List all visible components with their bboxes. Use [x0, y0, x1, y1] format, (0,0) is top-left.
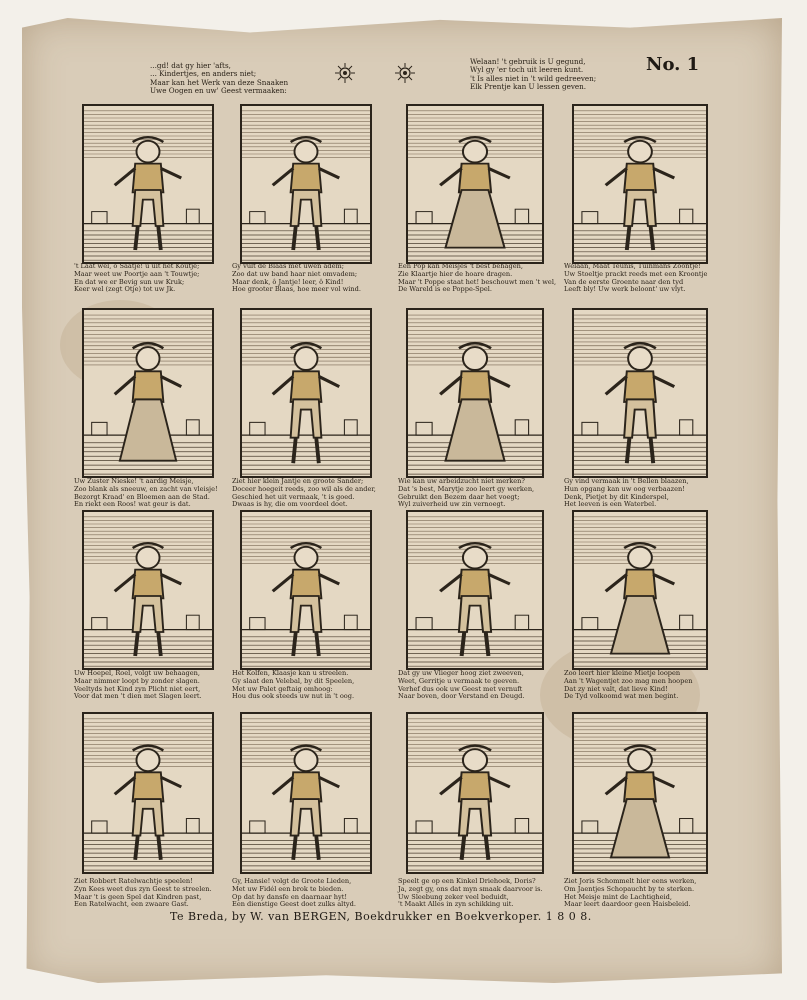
sheet-number: No. 1	[646, 54, 700, 75]
woodcut-panel	[572, 510, 708, 670]
boy-triangle-icon	[408, 714, 542, 872]
sun-ornament-icon	[394, 62, 416, 84]
woodcut-panel	[406, 104, 544, 264]
boy-fishing-icon	[242, 310, 370, 476]
panel-caption: Dat gy uw Vlieger hoog ziet zweeven, Weet, Gerritje u vermaak te geeven. Verhef dus ook uw Geest met vernuft Naar boven, door Verstand en Deugd.	[398, 669, 525, 701]
panel-caption: Uw Hoepel, Roel, volgt uw behaagen, Maar nimmer loopt by zonder slagen. Veeltyds het Kind zyn Plicht niet eert, Voor dat men 't dien met Slagen leert.	[74, 669, 202, 701]
woodcut-panel	[82, 308, 214, 478]
boy-whip-top-icon	[84, 106, 212, 262]
boy-dancing-dog-icon	[242, 714, 370, 872]
panel-caption: Welaan, Maat Teunis, Tuinmans Zoontje! Uw Stoeltje prackt reeds met een Kroontje Van de eerste Groente naar den tyd Leeft bly! Uw werk beloont' uw vlyt.	[564, 262, 708, 294]
girl-walker-icon	[574, 512, 706, 668]
boy-kolf-icon	[242, 512, 370, 668]
woodcut-panel	[572, 712, 708, 874]
woodcut-panel	[406, 308, 544, 478]
panel-caption: Ziet Joris Schommelt hier eens werken, Om Jaentjes Schopaucht by te sterken. Het Meisje mint de Lachtigheid, Maar leert daardoor geen Haisbeleid.	[564, 877, 697, 909]
panel-caption: Gy vult de Blaas met uwen adem; Zoo dat uw band haar niet omvadem; Maar denk, ô Jantje! leer, ô Kind! Hoe grooter Blaas, hoe meer vol wind.	[232, 262, 361, 294]
panel-caption: Gy, Hansie! volgt de Groote Lieden, Met uw Fidél een brok te bieden. Op dat hy dansfe en daarnaar hyt! Een dienstige Geest doet zulks altyd.	[232, 877, 356, 909]
boy-bubbles-icon	[574, 310, 706, 476]
boy-rattle-icon	[84, 714, 212, 872]
woodcut-panel	[82, 104, 214, 264]
panel-caption: Wie kan uw arbeidzucht niet merken? Dat 's best, Marytje zoo leert gy werken, Gebruikt den Bezem daar het voegt; Wyl zuiverheid uw zin vernoegt.	[398, 477, 535, 509]
boy-kite-icon	[408, 512, 542, 668]
woodcut-panel	[406, 712, 544, 874]
panel-caption: Een Pop kan Meisjes 't best behagen, Zie Klaartje hier de hoare dragen. Maar 't Poppe staat het! beschouwt men 't wel, De Wareld is ee Poppe-Spel.	[398, 262, 557, 294]
sun-ornament-icon	[334, 62, 356, 84]
panel-caption: Speelt ge op een Kinkel Driehoek, Doris? Ja, zegt gy, ons dat myn smaak daarvoor is. Uw Sleebung zeker veel beduidt, 't Maakt Alles in zyn schikking uit.	[398, 877, 543, 909]
imprint-line: Te Breda, by W. van BERGEN, Boekdrukker en Boekverkoper. 1 8 0 8.	[170, 910, 592, 923]
gardener-boy-icon	[574, 106, 706, 262]
panel-caption: Ziet Robbert Ratelwachtje speelen! Zyn Kees weet dus zyn Geest te streelen. Maar 't is geen Spel dat Kindren past, Een Ratelwacht, een zwaare Gast.	[74, 877, 212, 909]
girl-swing-icon	[574, 714, 706, 872]
girl-broom-icon	[408, 310, 542, 476]
woodcut-panel	[240, 712, 372, 874]
panel-caption: Uw Zuster Nieske! 't aardig Meisje, Zoo blank als sneeuw, en zacht van vleisje! Bezorgt Kraad' en Bloemen aan de Stad. En riekt een Roos! wat geur is dat.	[74, 477, 218, 509]
header-verse-left: ...gd! dat gy hier 'afts, ... Kindertjes, en anders niet; Maar kan het Werk van deze Snaaken Uwe Oogen en uw' Geest vermaaken:	[150, 61, 289, 96]
woodcut-panel	[240, 510, 372, 670]
girl-flowers-icon	[84, 310, 212, 476]
woodcut-panel	[572, 104, 708, 264]
woodcut-panel	[82, 510, 214, 670]
boy-bladder-icon	[242, 106, 370, 262]
woodcut-panel	[82, 712, 214, 874]
woodcut-panel	[406, 510, 544, 670]
panel-caption: 't Laat wel, ô Saatje! u uit het Koutje; Maar weet uw Poortje aan 't Touwtje; En dat we er Bevig sun uw Kruk; Keer wel (zegt Otje) tot uw Jk.	[74, 262, 200, 294]
woodcut-panel	[240, 104, 372, 264]
panel-caption: Het Kolfen, Klaasje kan u streelen. Gy slaat den Velebal, by dit Speelen, Met uw Palet geftaig omhoog: Hou dus ook steeds uw nut in 't oog.	[232, 669, 355, 701]
woodcut-panel	[240, 308, 372, 478]
woodcut-panel	[572, 308, 708, 478]
boy-hoop-icon	[84, 512, 212, 668]
panel-caption: Zoo leert hier kleine Mietje loopen Aan 't Wagentjet zoo mag men hoopen Dat zy niet valt, dat lieve Kind! De Tyd volkoomd wat men begint.	[564, 669, 693, 701]
panel-caption: Gy vind vermaak in 't Bellen blaazen, Hun opgang kan uw oog verbaazen! Denk, Pietjet by dit Kinderspel, Het leeven is een Waterbel.	[564, 477, 689, 509]
header-verse-right: Welaan! 't gebruik is U gegund, Wyl gy 'er toch uit leeren kunt. 't Is alles niet in 't wild gedreeven; Elk Prentje kan U lessen geven.	[470, 57, 597, 92]
panel-caption: Ziet hier klein Jantje en groote Sander; Doceer hoegeit reeds, zoo wil als de ander, Geschied het uit vermaak, 't is goed. Dwaas is hy, die om voordeel doet.	[232, 477, 376, 509]
girl-doll-icon	[408, 106, 542, 262]
